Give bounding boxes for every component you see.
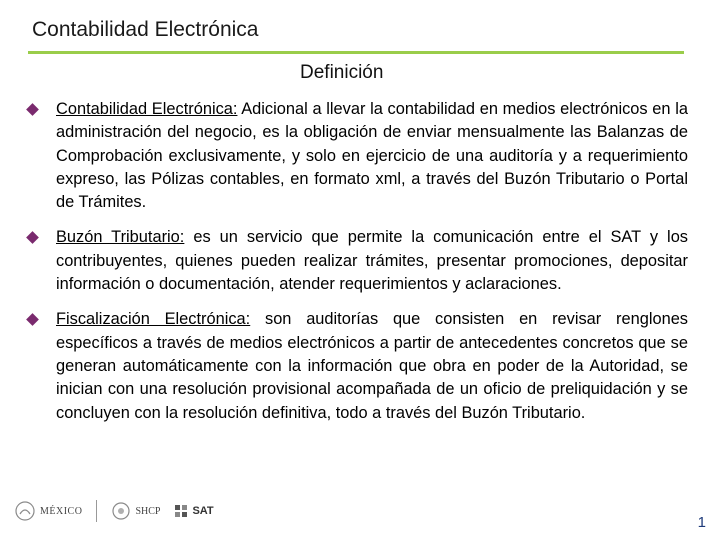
definition-term: Contabilidad Electrónica: [56, 100, 238, 118]
section-subtitle: Definición [300, 62, 384, 83]
shcp-seal-icon [111, 500, 131, 522]
footer-logos [14, 497, 214, 525]
page-title: Contabilidad Electrónica [32, 18, 259, 41]
mexico-logo [14, 500, 82, 522]
sat-logo [174, 504, 213, 518]
definition-text: Adicional a llevar la contabilidad en medios electrónicos en la administración del negocio, es la obligación de enviar mensualmente las Balanzas de Comprobación exclusivamente, y solo en ejercicio de una auditoría y a requerimiento expreso, las Pólizas contables, en formato xml, a través del Buzón Tributario o Portal de Trámites. [56, 100, 688, 212]
diamond-bullet-icon [26, 232, 39, 245]
definition-item-buzon [24, 226, 688, 296]
title-underline [28, 51, 684, 54]
definition-list [24, 98, 688, 437]
sat-mark-icon [174, 504, 188, 518]
diamond-bullet-icon [26, 314, 39, 327]
diamond-bullet-icon [26, 103, 39, 116]
mexico-seal-icon [14, 500, 36, 522]
definition-term: Fiscalización Electrónica: [56, 310, 251, 329]
shcp-logo-text: SHCP [135, 505, 161, 517]
definition-text: es un servicio que permite la comunicación entre el SAT y los contribuyentes, quienes pueden realizar trámites, presentar promociones, depositar información o documentación, atender requerimientos y aclaraciones. [56, 228, 689, 294]
shcp-logo [111, 500, 160, 522]
mexico-logo-text: MÉXICO [40, 505, 83, 517]
footer-divider [96, 500, 97, 522]
sat-logo-text: SAT [192, 505, 214, 517]
definition-term: Buzón Tributario: [56, 228, 185, 247]
page-number: 1 [697, 514, 706, 531]
definition-item-contabilidad [24, 98, 688, 214]
definition-item-fiscalizacion [24, 308, 688, 424]
definition-text: son auditorías que consisten en revisar renglones específicos a través de medios electrónicos a partir de antecedentes concretos que se generan automáticamente con la información que obra en poder de la Autoridad, se inician con una resolución provisional acompañada de un oficio de preliquidación y se concluyen con la resolución definitiva, todo a través del Buzón Tributario. [56, 310, 689, 422]
